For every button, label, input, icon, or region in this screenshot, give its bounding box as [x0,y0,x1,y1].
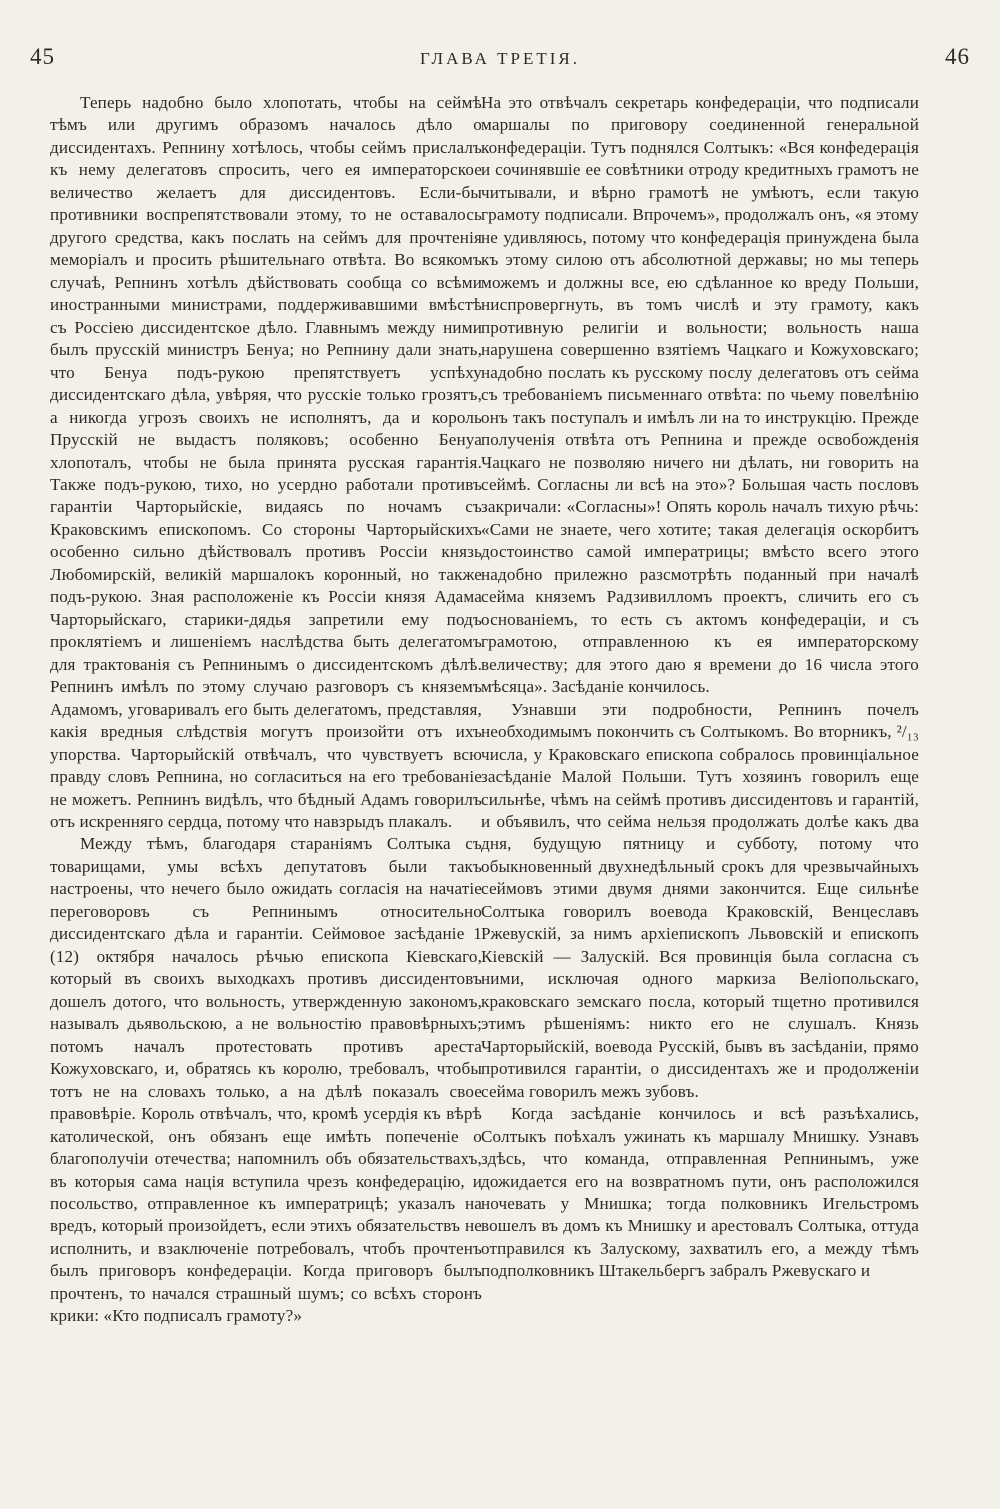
paragraph: Между тѣмъ, благодаря стараніямъ Солтыка съ товарищами, умы всѣхъ депутатовъ были такъ настроены, что нечего было ожидать согласія на начатіе переговоровъ съ Репнинымъ относительно диссидентскаго дѣла и гарантіи. Сеймовое засѣданіе 1 (12) октября началось рѣчью епископа Кіевскаго, который въ своихъ выходкахъ противъ диссидентовъ дошелъ дотого, что вольность, утвержденную закономъ, называлъ дьявольскою, а не вольностію правовѣрныхъ; потомъ началъ протестовать противъ ареста Кожуховскаго, и, обратясь къ королю, требовалъ, чтобы тотъ не на словахъ только, а на дѣлѣ показалъ свое правовѣріе. Король отвѣчалъ, что, кромѣ усердія къ вѣрѣ католической, онъ обязанъ еще имѣть попеченіе о благополучіи отечества; напомнилъ объ обязательствахъ, въ которыя сама нація вступила чрезъ конфедерацію, и посольство, отправленное къ императрицѣ; указалъ на вредъ, который произойдетъ, если этихъ обязательствъ не исполнить, и взаключеніе потребовалъ, чтобъ прочтенъ былъ приговоръ конфедераціи. Когда приговоръ былъ прочтенъ, то начался страшный шумъ; со всѣхъ сторонъ крики: «Кто подписалъ грамоту?» [50,834,482,1326]
page-number-right: 46 [944,44,970,69]
paragraph: Узнавши эти подробности, Репнинъ почелъ необходимымъ покончить съ Солтыкомъ. Во вторникъ, ²/₁₃ числа, у Краковскаго епископа собралось провинціальное засѣданіе Малой Польши. Тутъ хозяинъ говорилъ еще сильнѣе, чѣмъ на сеймѣ противъ диссидентовъ и гарантій, и объявилъ, что сейма нельзя продолжать долѣе какъ два дня, будущую пятницу и субботу, потому что обыкновенный двухнедѣльный срокъ для чрезвычайныхъ сеймовъ этими двумя днями закончится. Еще сильнѣе Солтыка говорилъ воевода Краковскій, Венцеславъ Ржевускій, за нимъ архіепископъ Львовскій и епископъ Кіевскій — Залускій. Вся провинція была согласна съ ними, исключая одного маркиза Веліопольскаго, краковскаго земскаго посла, который тщетно противился этимъ рѣшеніямъ: никто его не слушалъ. Князь Чарторыйскій, воевода Русскій, бывъ въ засѣданіи, прямо противился гарантіи, о диссидентахъ же и продолженіи сейма говорилъ межъ зубовъ. [481,699,919,1101]
page-number-left: 45 [30,44,55,69]
right-text-column [481,92,919,1283]
paragraph: Теперь надобно было хлопотать, чтобы на сеймѣ тѣмъ или другимъ образомъ началось дѣло о диссидентахъ. Репнину хотѣлось, чтобы сеймъ прислалъ къ нему делегатовъ спросить, чего ея императорское величество желаетъ для диссидентовъ. Если-бы противники воспрепятствовали этому, то не оставалось другого средства, какъ послать на сеймъ для прочтенія меморіалъ и просить рѣшительнаго отвѣта. Во всякомъ случаѣ, Репнинъ хотѣлъ дѣйствовать сообща со всѣми иностранными министрами, поддерживавшими вмѣстѣ съ Россіею диссидентское дѣло. Главнымъ между ними былъ прусскій министръ Бенуа; но Репнину дали знать, что Бенуа подъ-рукою препятствуетъ успѣху диссидентскаго дѣла, увѣряя, что русскіе только грозятъ, а никогда угрозъ своихъ не исполнятъ, да и король Прусскій не выдастъ поляковъ; особенно Бенуа хлопоталъ, чтобы не была принята русская гарантія. Также подъ-рукою, тихо, но усердно работали противъ гарантіи Чарторыйскіе, видаясь по ночамъ съ Краковскимъ епископомъ. Со стороны Чарторыйскихъ особенно сильно дѣйствовалъ противъ Россіи князь Любомирскій, великій маршалокъ коронный, но также подъ-рукою. Зная расположеніе къ Россіи князя Адама Чарторыйскаго, старики-дядья запретили ему подъ проклятіемъ и лишеніемъ наслѣдства быть делегатомъ для трактованія съ Репнинымъ о диссидентскомъ дѣлѣ. Репнинъ имѣлъ по этому случаю разговоръ съ княземъ Адамомъ, уговаривалъ его быть делегатомъ, представляя, какія вредныя слѣдствія могутъ произойти отъ ихъ упорства. Чарторыйскій отвѣчалъ, что чувствуетъ всю правду словъ Репнина, но согласиться на его требованіе не можетъ. Репнинъ видѣлъ, что бѣдный Адамъ говорилъ отъ искренняго сердца, потому что навзрыдъ плакалъ. [50,93,482,831]
left-text-column [50,92,482,1328]
paragraph: На это отвѣчалъ секретарь конфедераціи, что подписали маршалы по приговору соединенной генеральной конфедераціи. Тутъ поднялся Солтыкъ: «Вся конфедерація и сочинявшіе ее совѣтники отроду кредитныхъ грамотъ не читывали, и вѣрно грамотѣ не умѣютъ, если такую грамоту подписали. Впрочемъ», продолжалъ онъ, «я этому не удивляюсь, потому что конфедерація принуждена была къ этому силою отъ абсолютной державы; но мы теперь можемъ и должны все, ею сдѣланное ко вреду Польши, ниспровергнуть, въ томъ числѣ и эту грамоту, какъ противную религіи и вольности; вольность наша нарушена совершенно взятіемъ Чацкаго и Кожуховскаго; надобно послать къ русскому послу делегатовъ отъ сейма съ требованіемъ письменнаго отвѣта: по чьему повелѣнію онъ такъ поступалъ и имѣлъ ли на то инструкцію. Прежде полученія отвѣта отъ Репнина и прежде освобожденія Чацкаго не позволяю ничего ни дѣлать, ни говорить на сеймѣ. Согласны ли всѣ на это»? Большая часть пословъ закричали: «Согласны»! Опять король началъ тихую рѣчь: «Сами не знаете, чего хотите; такая делегація оскорбитъ достоинство самой императрицы; вмѣсто всего этого надобно прилежно разсмотрѣть поданный при началѣ сейма княземъ Радзивилломъ проектъ, сличить его съ основаніемъ, то есть съ актомъ конфедераціи, и съ грамотою, отправленною къ ея императорскому величеству; для этого даю я времени до 16 числа этого мѣсяца». Засѣданіе кончилось. [481,93,919,697]
chapter-title: ГЛАВА ТРЕТІЯ. [419,49,580,68]
paragraph: Когда засѣданіе кончилось и всѣ разъѣхались, Солтыкъ поѣхалъ ужинать къ маршалу Мнишку. Узнавъ здѣсь, что команда, отправленная Репнинымъ, уже дожидается его на возвратномъ пути, онъ расположился ночевать у Мнишка; тогда полковникъ Игельстромъ вошелъ въ домъ къ Мнишку и арестовалъ Солтыка, оттуда отправился къ Залускому, захватилъ его, а между тѣмъ подполковникъ Штакельбергъ забралъ Ржевускаго и [481,1104,919,1281]
running-header [30,44,970,78]
